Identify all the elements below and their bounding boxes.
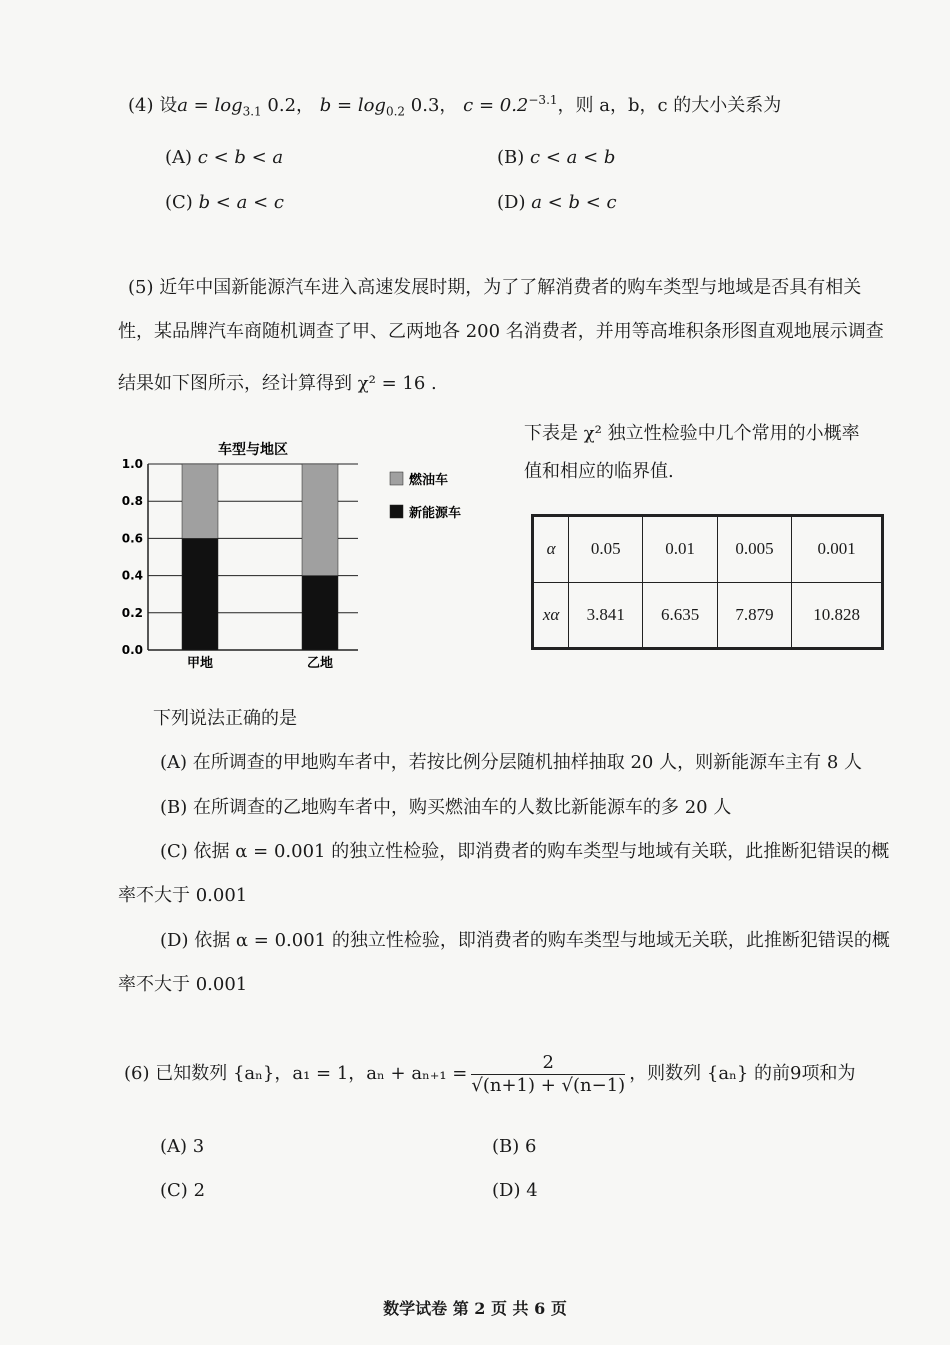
q5-side-text-1: 下表是 χ² 独立性检验中几个常用的小概率 [524,423,860,444]
option-label: (A) [160,1136,188,1157]
x-tick-label: 乙地 [306,656,334,671]
option-label: (C) [160,1180,188,1201]
q5-option-c[interactable]: (C) 依据 α = 0.001 的独立性检验，即消费者的购车类型与地域有关联，此推断犯错误的概 [160,841,890,862]
option-text: 4 [526,1180,538,1201]
table-cell: 10.828 [792,582,882,648]
option-text: 2 [193,1180,206,1201]
q4-stem-suffix: ，则 a，b，c 的大小关系为 [557,95,782,116]
q6-stem [124,1052,856,1096]
option-label: (B) [497,147,525,168]
q4-stem-prefix: (4) 设 [128,95,178,116]
q4-c-exp: −3.1 [528,93,558,107]
bar-segment [182,464,218,538]
table-cell: xα [534,582,569,648]
q5-option-b[interactable]: (B) 在所调查的乙地购车者中，购买燃油车的人数比新能源车的多 20 人 [160,797,732,818]
table-row-alpha [534,517,882,583]
y-tick-label: 0.8 [121,494,143,509]
option-text: 3 [192,1136,205,1157]
q4-b-arg: 0.3， [405,95,458,116]
y-tick-label: 0.0 [121,643,143,657]
q5-prompt: 下列说法正确的是 [153,708,297,729]
table-cell: 0.001 [792,517,882,583]
option-text: c < a < b [530,147,616,168]
stacked-bar-chart [110,432,480,677]
q6-fraction [471,1052,625,1096]
option-label: (A) [165,147,193,168]
table-cell: 7.879 [717,582,791,648]
legend-label: 燃油车 [409,473,449,488]
q6-option-c[interactable] [160,1180,205,1202]
q5-option-d[interactable]: (D) 依据 α = 0.001 的独立性检验，即消费者的购车类型与地域无关联，此推断犯错误的概 [160,930,890,951]
q4-a-base: 3.1 [242,104,262,119]
q4-option-d[interactable] [497,192,617,214]
q6-numerator: 2 [471,1052,625,1075]
page-footer: 数学试卷 第 2 页 共 6 页 [383,1299,567,1318]
q4-stem [128,93,781,119]
legend-swatch [390,472,403,485]
table-cell: α [534,517,569,583]
critical-value-table [531,514,884,650]
table-row-critical [534,582,882,648]
option-text: b < a < c [198,192,284,213]
y-tick-label: 1.0 [121,457,143,471]
y-tick-label: 0.2 [121,605,143,620]
option-label: (D) [497,192,526,213]
q4-option-a[interactable] [165,147,283,169]
q5-para-3: 结果如下图所示，经计算得到 χ² = 16 . [118,373,437,394]
q5-para-2: 性，某品牌汽车商随机调查了甲、乙两地各 200 名消费者，并用等高堆积条形图直观地展示调查 [118,321,884,342]
chart-title: 车型与地区 [218,442,288,458]
q6-suffix: ，则数列 {aₙ} 的前9项和为 [629,1063,856,1085]
q4-option-c[interactable] [165,192,284,214]
option-label: (C) [165,192,193,213]
table-cell: 6.635 [643,582,717,648]
y-tick-label: 0.6 [121,531,143,546]
q5-side-text-2: 值和相应的临界值. [524,461,674,482]
table-cell: 3.841 [569,582,643,648]
option-text: a < b < c [531,192,617,213]
q4-c-expr: c = 0.2 [463,95,529,116]
bar-segment [302,464,338,576]
q4-a-arg: 0.2， [261,95,315,116]
table-cell: 0.005 [717,517,791,583]
bar-segment [182,538,218,650]
legend-label: 新能源车 [409,506,462,521]
option-text: c < b < a [197,147,284,168]
option-label: (B) [492,1136,520,1157]
q6-option-a[interactable] [160,1136,204,1158]
q6-option-b[interactable] [492,1136,536,1158]
option-text: 6 [525,1136,537,1157]
q6-option-d[interactable] [492,1180,538,1202]
table-cell: 0.05 [569,517,643,583]
q5-option-d-cont: 率不大于 0.001 [118,974,248,995]
q4-b-base: 0.2 [385,104,406,119]
y-tick-label: 0.4 [121,568,143,583]
q5-para-1: (5) 近年中国新能源汽车进入高速发展时期，为了了解消费者的购车类型与地域是否具有相关 [128,277,862,298]
table-cell: 0.01 [643,517,717,583]
q6-prefix: (6) 已知数列 {aₙ}，a₁ = 1，aₙ + aₙ₊₁ = [124,1063,468,1085]
q5-option-a[interactable]: (A) 在所调查的甲地购车者中，若按比例分层随机抽样抽取 20 人，则新能源车主有 8 人 [160,752,863,773]
q6-denominator: √(n+1) + √(n−1) [471,1074,626,1096]
legend-swatch [390,505,403,518]
q4-a-expr: a = log [177,95,243,116]
x-tick-label: 甲地 [186,656,214,671]
q5-option-c-cont: 率不大于 0.001 [118,885,248,906]
bar-segment [302,576,338,650]
option-label: (D) [492,1180,521,1201]
q4-b-expr: b = log [319,95,386,116]
q4-option-b[interactable] [497,147,615,169]
